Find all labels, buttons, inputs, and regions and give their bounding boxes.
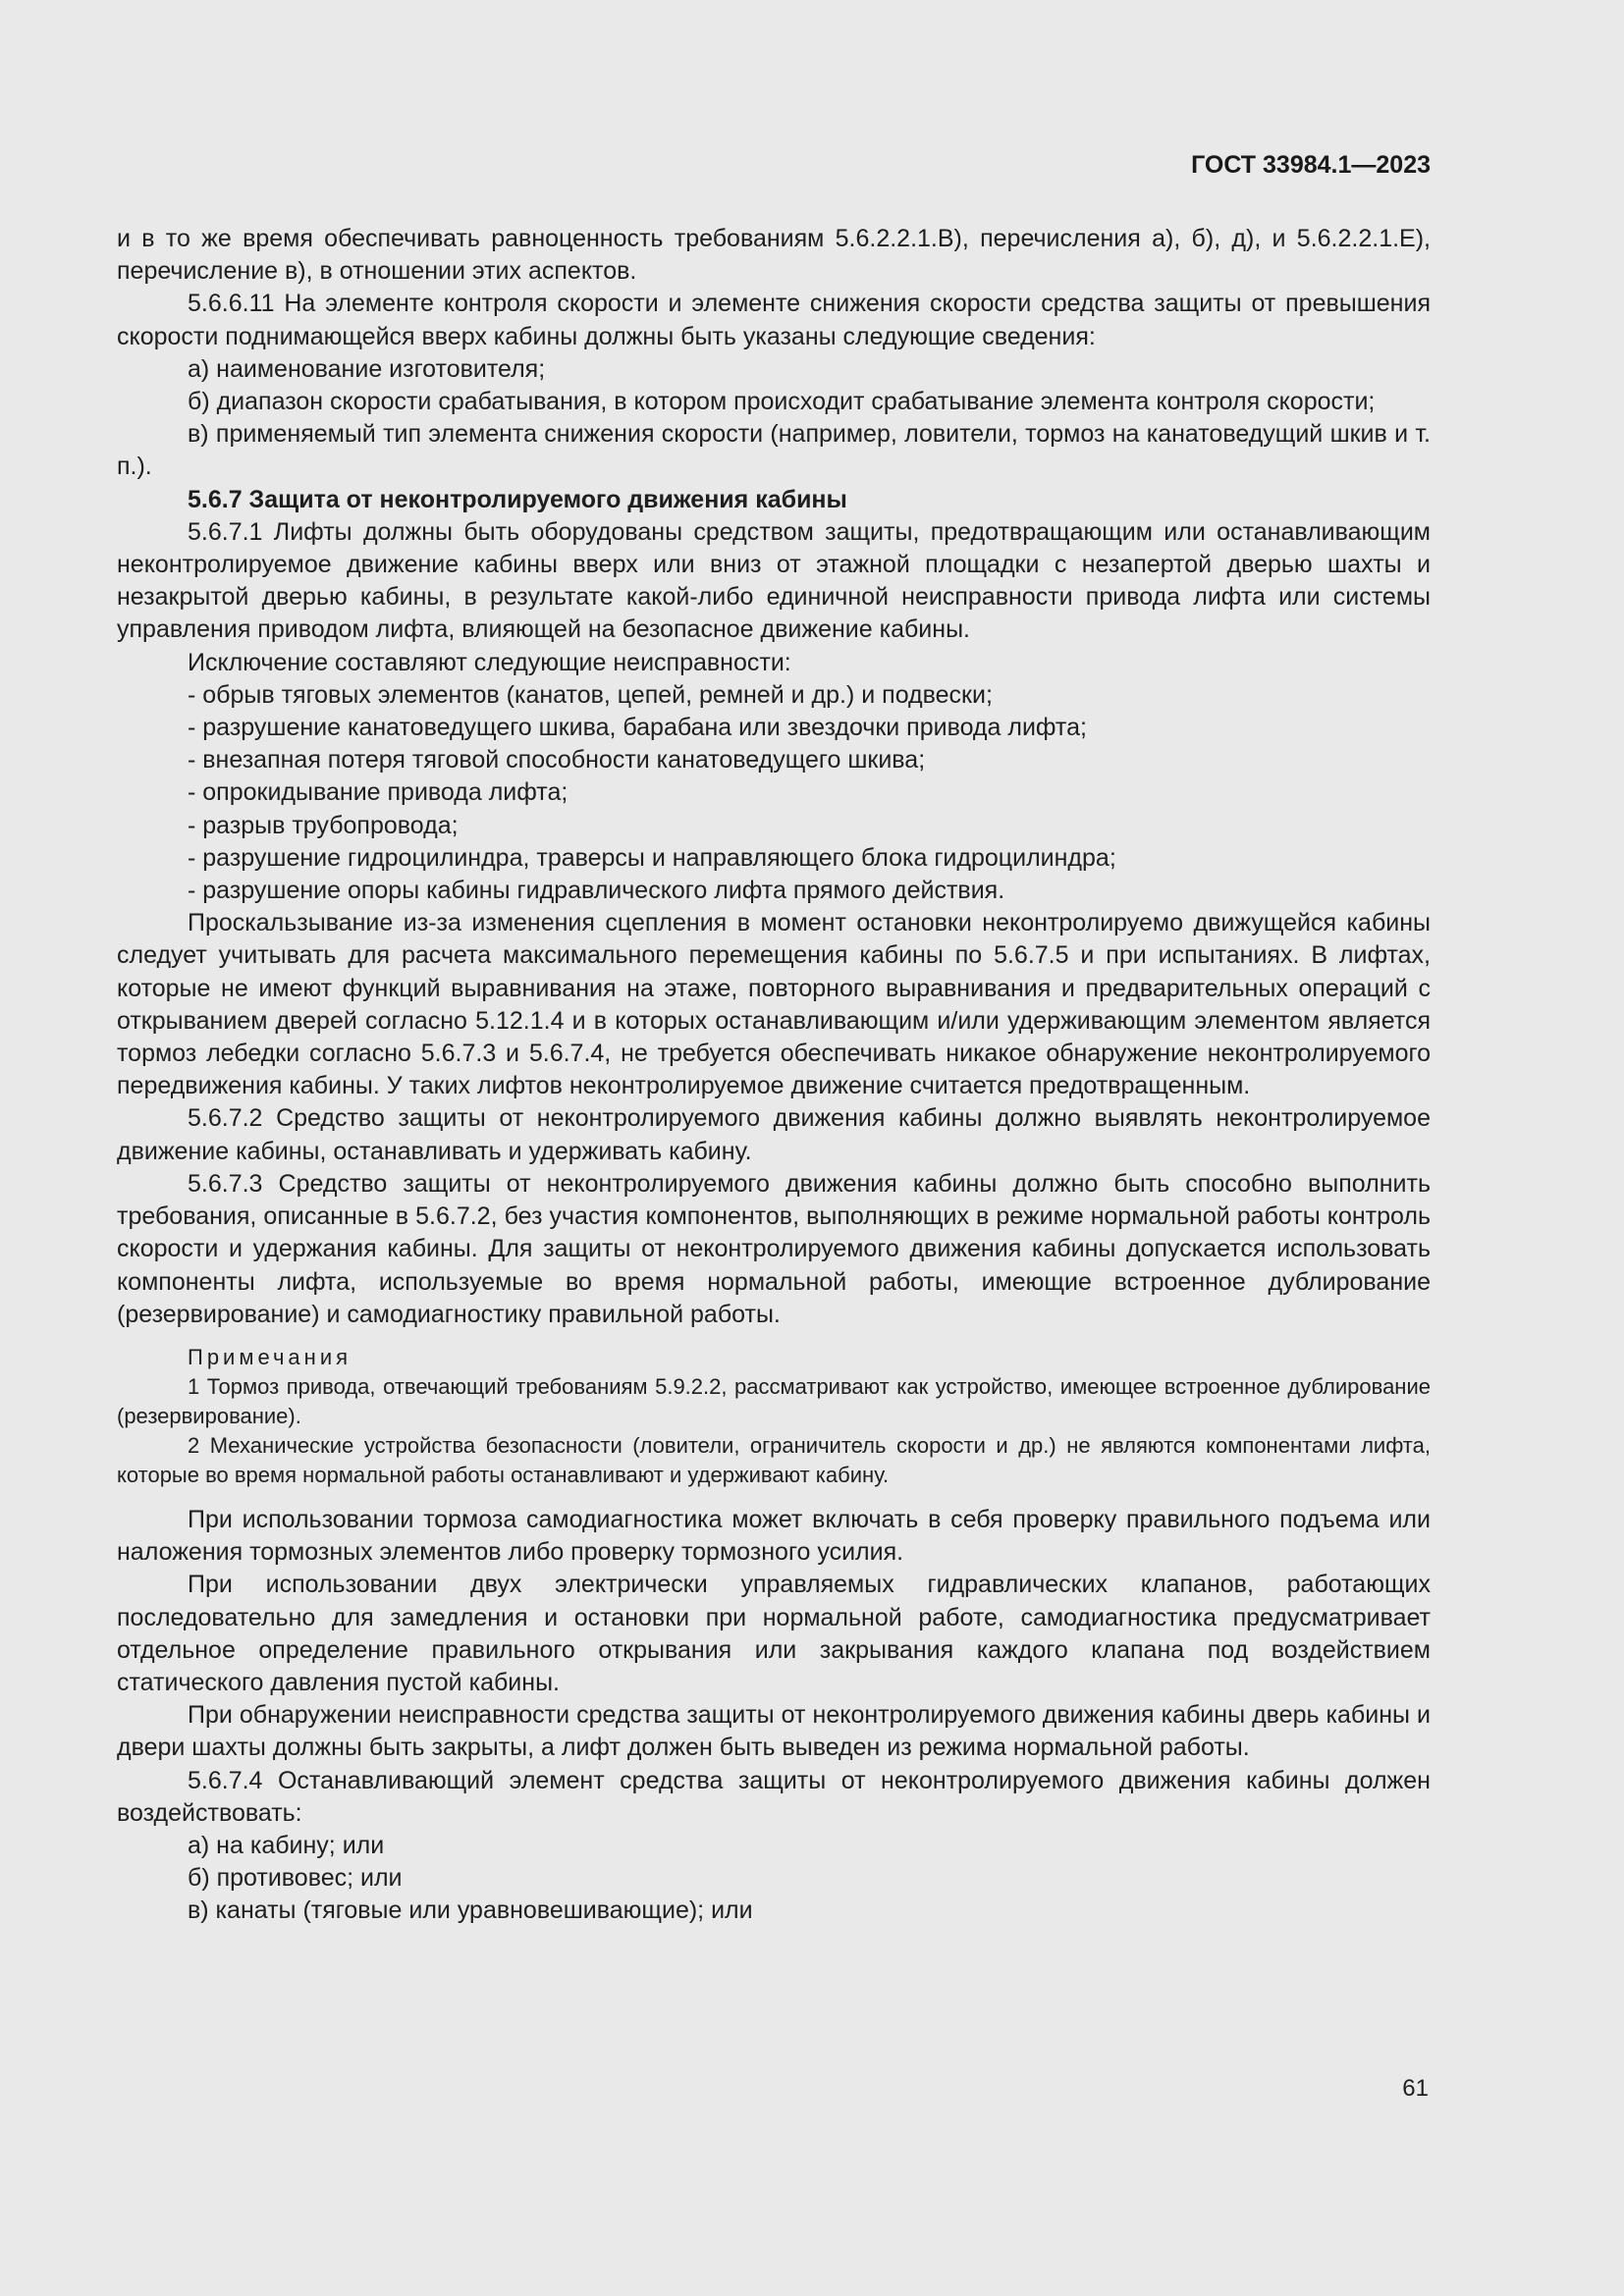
- clause-5-6-7-3: 5.6.7.3 Средство защиты от неконтролируемого движения кабины должно быть способно выполнить требования, описанные в 5.6.7.2, без участия компонентов, выполняющих в режиме нормальной работы контроль скорости и удержания кабины. Для защиты от неконтролируемого движения кабины допускается использовать компоненты лифта, используемые во время нормальной работы, имеющие встроенное дублирование (резервирование) и самодиагностику правильной работы.: [117, 1169, 1431, 1328]
- exception-item: - разрыв трубопровода;: [188, 811, 459, 839]
- exception-item: - внезапная потеря тяговой способности канатоведущего шкива;: [188, 746, 926, 774]
- clause-5-6-7-1: 5.6.7.1 Лифты должны быть оборудованы средством защиты, предотвращающим или останавливающим неконтролируемое движение кабины вверх или вниз от этажной площадки с незапертой дверью шахты и незакрытой дверью кабины, в результате какой-либо единичной неисправности привода лифта или системы управления приводом лифта, влияющей на безопасное движение кабины.: [117, 517, 1431, 644]
- valves-paragraph: При использовании двух электрически управляемых гидравлических клапанов, работающих последовательно для замедления и остановки при нормальной работе, самодиагностика предусматривает отдельное определение правильного открывания или закрывания каждого клапана под воздействием статического давления пустой кабины.: [117, 1571, 1431, 1696]
- exception-item: - разрушение канатоведущего шкива, барабана или звездочки привода лифта;: [188, 714, 1087, 742]
- document-body: [117, 223, 1431, 1928]
- exception-item: - обрыв тяговых элементов (канатов, цепей, ремней и др.) и подвески;: [188, 680, 993, 709]
- fault-detection-paragraph: При обнаружении неисправности средства защиты от неконтролируемого движения кабины дверь кабины и двери шахты должны быть закрыты, а лифт должен быть выведен из режима нормальной работы.: [117, 1701, 1431, 1762]
- exception-item: - опрокидывание привода лифта;: [188, 778, 568, 807]
- note-item: 1 Тормоз привода, отвечающий требованиям 5.9.2.2, рассматривают как устройство, имеющее встроенное дублирование (резервирование).: [117, 1373, 1431, 1428]
- exceptions-intro: Исключение составляют следующие неисправности:: [188, 648, 791, 676]
- paragraph-continuation: и в то же время обеспечивать равноценность требованиям 5.6.2.2.1.В), перечисления а), б), д), и 5.6.2.2.1.Е), перечисление в), в отношении этих аспектов.: [117, 225, 1431, 286]
- note-item: 2 Механические устройства безопасности (ловители, ограничитель скорости и др.) не являются компонентами лифта, которые во время нормальной работы останавливают и удерживают кабину.: [117, 1432, 1431, 1487]
- document-header: ГОСТ 33984.1—2023: [1191, 151, 1431, 179]
- list-item-a: а) наименование изготовителя;: [188, 354, 546, 383]
- list-item-b: б) диапазон скорости срабатывания, в котором происходит срабатывание элемента контроля скорости;: [188, 388, 1376, 416]
- slippage-paragraph: Проскальзывание из-за изменения сцепления в момент остановки неконтролируемо движущейся кабины следует учитывать для расчета максимального перемещения кабины по 5.6.7.5 и при испытаниях. В лифтах, которые не имеют функций выравнивания на этаже, повторного выравнивания и предварительных операций с открыванием дверей согласно 5.12.1.4 и в которых останавливающим и/или удерживающим элементом является тормоз лебедки согласно 5.6.7.3 и 5.6.7.4, не требуется обеспечивать никакое обнаружение неконтролируемого передвижения кабины. У таких лифтов неконтролируемое движение считается предотвращенным.: [117, 909, 1431, 1100]
- list-item-a: а) на кабину; или: [188, 1831, 385, 1859]
- exception-item: - разрушение гидроцилиндра, траверсы и направляющего блока гидроцилиндра;: [188, 843, 1116, 872]
- clause-5-6-7-2: 5.6.7.2 Средство защиты от неконтролируемого движения кабины должно выявлять неконтролируемое движение кабины, останавливать и удерживать кабину.: [117, 1104, 1431, 1165]
- list-item-b: б) противовес; или: [188, 1864, 403, 1893]
- notes-title: Примечания: [188, 1344, 352, 1369]
- exception-item: - разрушение опоры кабины гидравлического лифта прямого действия.: [188, 877, 1005, 905]
- section-heading-5-6-7: 5.6.7 Защита от неконтролируемого движения кабины: [188, 485, 847, 513]
- brake-selfdiagnostics-paragraph: При использовании тормоза самодиагностика может включать в себя проверку правильного подъема или наложения тормозных элементов либо проверку тормозного усилия.: [117, 1505, 1431, 1567]
- list-item-v: в) применяемый тип элемента снижения скорости (например, ловители, тормоз на канатоведущий шкив и т. п.).: [117, 420, 1431, 481]
- clause-5-6-7-4: 5.6.7.4 Останавливающий элемент средства защиты от неконтролируемого движения кабины должен воздействовать:: [117, 1766, 1431, 1827]
- page-number: 61: [1402, 2075, 1429, 2102]
- notes-block: [117, 1343, 1431, 1490]
- clause-5-6-6-11: 5.6.6.11 На элементе контроля скорости и элементе снижения скорости средства защиты от превышения скорости поднимающейся вверх кабины должны быть указаны следующие сведения:: [117, 290, 1431, 350]
- list-item-v: в) канаты (тяговые или уравновешивающие); или: [188, 1896, 753, 1925]
